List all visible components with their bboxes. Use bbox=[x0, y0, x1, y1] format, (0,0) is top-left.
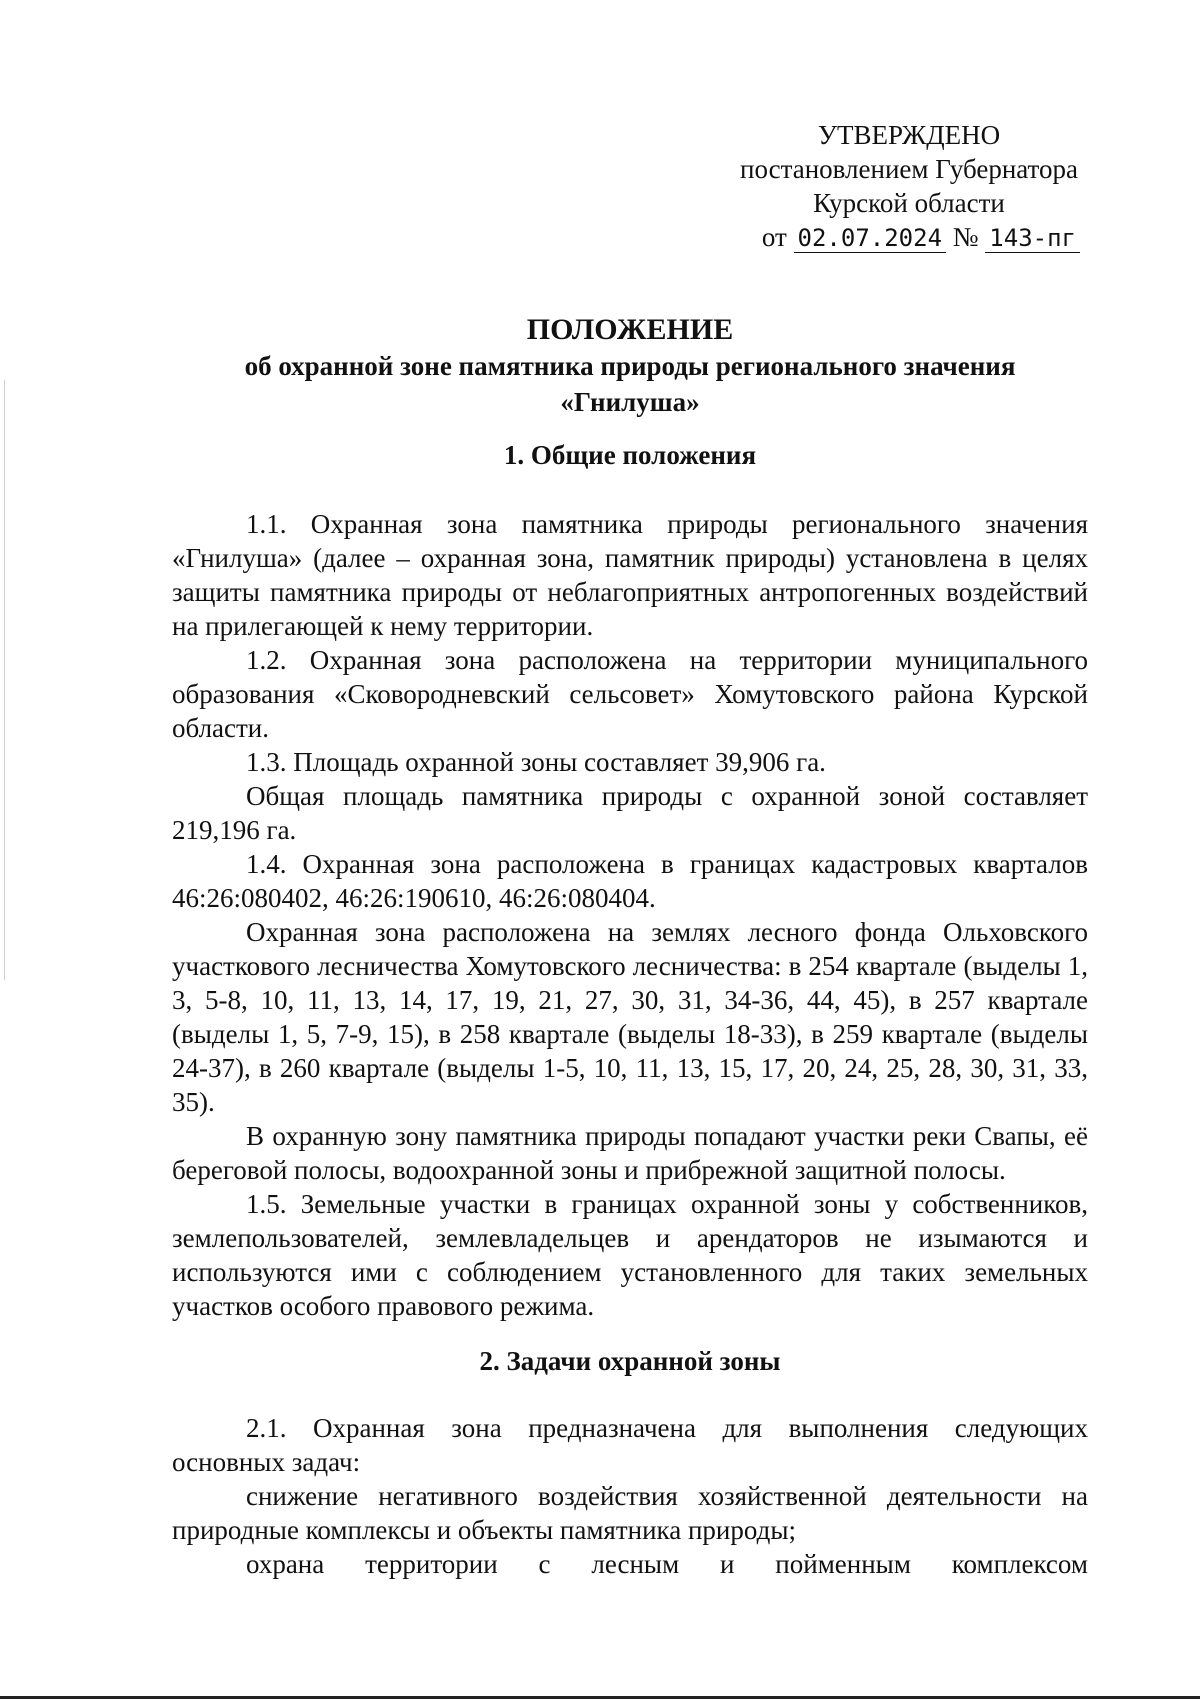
paragraph-1-3-total: Общая площадь памятника природы с охранной зоной составляет 219,196 га. bbox=[172, 781, 1088, 845]
date-prefix: от bbox=[761, 222, 787, 252]
approval-number: 143-пг bbox=[985, 224, 1080, 253]
paragraph-1-1: 1.1. Охранная зона памятника природы регионального значения «Гнилуша» (далее – охранная зона, памятник природы) установлена в целях защиты памятника природы от неблагоприятных антропогенных воздействий на прилегающей к нему территории. bbox=[172, 509, 1088, 641]
approval-date: 02.07.2024 bbox=[794, 224, 947, 253]
paragraph-1-4-forest: Охранная зона расположена на землях лесного фонда Ольховского участкового лесничества Хомутовского лесничества: в 254 квартале (выделы 1, 3, 5-8, 10, 11, 13, 14, 17, 19, 21, 27, 30, 31, 34-36, 44, 45), в 257 квартале (выделы 1, 5, 7-9, 15), в 258 квартале (выделы 18-33), в 259 квартале (выделы 24-37), в 260 квартале (выделы 1-5, 10, 11, 13, 15, 17, 20, 24, 25, 28, 30, 31, 33, 35). bbox=[172, 917, 1088, 1117]
approval-line-1: постановлением Губернатора bbox=[740, 154, 1078, 184]
title-subtitle-2: «Гнилуша» bbox=[560, 387, 700, 417]
approval-line-2: Курской области bbox=[813, 188, 1005, 218]
section-2-heading: 2. Задачи охранной зоны bbox=[479, 1346, 781, 1376]
section-1-heading: 1. Общие положения bbox=[503, 440, 757, 470]
number-prefix: № bbox=[952, 222, 979, 252]
approval-heading: УТВЕРЖДЕНО bbox=[817, 120, 1001, 150]
title-main: ПОЛОЖЕНИЕ bbox=[526, 313, 734, 346]
section-1-body bbox=[172, 507, 1088, 1323]
document-title bbox=[170, 312, 1090, 420]
paragraph-2-1-task-2: охрана территории с лесным и пойменным комплексом bbox=[246, 1549, 1088, 1579]
paragraph-1-2: 1.2. Охранная зона расположена на территории муниципального образования «Сковородневский сельсовет» Хомутовского района Курской области. bbox=[172, 645, 1088, 743]
paragraph-1-3: 1.3. Площадь охранной зоны составляет 39,906 га. bbox=[246, 747, 826, 777]
page-bottom-border bbox=[0, 1696, 1200, 1699]
paragraph-2-1: 2.1. Охранная зона предназначена для выполнения следующих основных задач: bbox=[172, 1413, 1088, 1477]
paragraph-1-4-river: В охранную зону памятника природы попадают участки реки Свапы, её береговой полосы, водоохранной зоны и прибрежной защитной полосы. bbox=[172, 1121, 1088, 1185]
approval-date-number bbox=[720, 220, 1098, 255]
paragraph-1-5: 1.5. Земельные участки в границах охранной зоны у собственников, землепользователей, землевладельцев и арендаторов не изымаются и используются ими с соблюдением установленного для таких земельных участков особого правового режима. bbox=[172, 1189, 1088, 1321]
scan-edge-line bbox=[4, 380, 5, 980]
paragraph-1-4: 1.4. Охранная зона расположена в границах кадастровых кварталов 46:26:080402, 46:26:190610, 46:26:080404. bbox=[172, 849, 1088, 913]
approval-block bbox=[720, 118, 1098, 255]
section-2-body bbox=[172, 1411, 1088, 1581]
title-subtitle-1: об охранной зоне памятника природы регионального значения bbox=[244, 351, 1016, 381]
paragraph-2-1-task-1: снижение негативного воздействия хозяйственной деятельности на природные комплексы и объекты памятника природы; bbox=[172, 1481, 1088, 1545]
